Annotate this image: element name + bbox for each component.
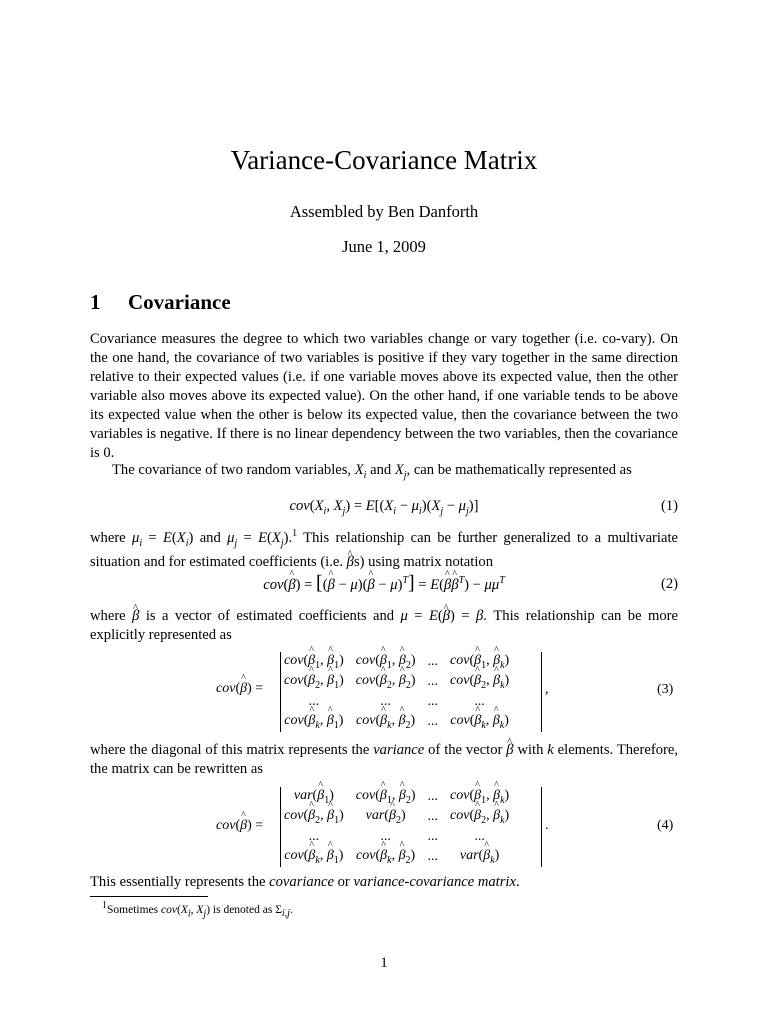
equation-3-comma: , [545,682,549,697]
paragraph-3: where $\mu_i = E(X_i)$ and $\mu_j = E(X_j).^1$ This relationship can be further generalized to a multivariate situation and for estimated coefficients (i.e. ^ βs) using matrix notation [90,524,678,572]
equation-2 [90,572,678,594]
section-heading [90,290,231,315]
section-title: Covariance [128,290,231,314]
equation-3-right-bar [541,652,542,732]
equation-2-body: cov(^ β) = [(^ β − μ)(^ β − μ)$^T$] = E(^ β^ $\beta^T) - \mu\mu^T$ [90,572,678,595]
equation-1-number: (1) [660,498,678,514]
paper-title: Variance-Covariance Matrix [230,145,538,175]
equation-3-number: (3) [657,682,674,697]
equation-1 [90,498,678,518]
equation-1-body: $cov(X_i$, $X_j) = E[(X_i - \mu_i)(X_j - \mu_j)]$ [289,498,479,517]
page-number: 1 [380,955,388,971]
equation-4-right-bar [541,787,542,867]
date-line: June 1, 2009 [342,237,426,256]
author-line: Assembled by Ben Danforth [289,202,479,221]
paragraph-2: The covariance of two random variables, $X_i$ and $X_j$, can be mathematically represented as [112,462,632,481]
footnote-rule [90,896,208,897]
footnote-mark: 1 [102,900,107,911]
equation-4-number: (4) [657,818,674,833]
equation-3-lhs: cov(^ β) = [216,681,263,697]
section-number: 1 [90,290,101,314]
paragraph-1: Covariance measures the degree to which two variables change or vary together (i.e. co-vary). On the one hand, the covariance of two variables is positive if they vary together in the same direction relative to their expected values (i.e. if one variable moves above its expected value, then the other variable also moves above its expected value). On the other hand, if one variable tends to be above its expected value when the other is below its expected value, then the covariance between the two variables is negative. If there is no linear dependency between the two variables, then the covariance is 0. [90,331,678,461]
equation-2-number: (2) [660,576,678,592]
paragraph-4: where ^ β is a vector of estimated coefficients and μ = E(^ β) = β. This relationship can be more explicitly represented as [90,607,678,645]
paragraph-5: where the diagonal of this matrix represents the variance of the vector ^ β with k elements. Therefore, the matrix can be rewritten as [90,741,678,779]
equation-4-period: . [545,818,549,833]
paragraph-6: This essentially represents the covariance or variance-covariance matrix. [90,874,520,890]
equation-4-matrix: var(^ $\beta_1$) cov(^ $\beta_1$, ^ $\beta_2$) ... cov(^ $\beta_1$, ^ $\beta_k$) cov(^ $\beta_2$, ^ $\beta_1$) var(^ $\beta_2$) ... cov(^ $\beta_2$, ^ $\beta_k$) ... ... ... ... cov(^ $\beta_k$, ^ $\beta_1$) cov(^ $\beta_k$, ^ $\beta_2$) ... var(^ $\beta_k$) [278,787,515,867]
equation-4-lhs: cov(^ β) = [216,818,263,834]
equation-3-matrix: cov(^ $\beta_1$, ^ $\beta_1$) cov(^ $\beta_1$, ^ $\beta_2$) ... cov(^ $\beta_1$, ^ $\beta_k$) cov(^ $\beta_2$, ^ $\beta_1$) cov(^ $\beta_2$, ^ $\beta_2$) ... cov(^ $\beta_2$, ^ $\beta_k$) ... ... ... ... cov(^ $\beta_k$, ^ $\beta_1$) cov(^ $\beta_k$, ^ $\beta_2$) ... cov(^ $\beta_k$, ^ $\beta_k$) [278,652,515,732]
footnote: $^1$Sometimes $cov(X_i$, $X_j$) is denoted as $\Sigma_{i,j}$. [102,900,293,920]
